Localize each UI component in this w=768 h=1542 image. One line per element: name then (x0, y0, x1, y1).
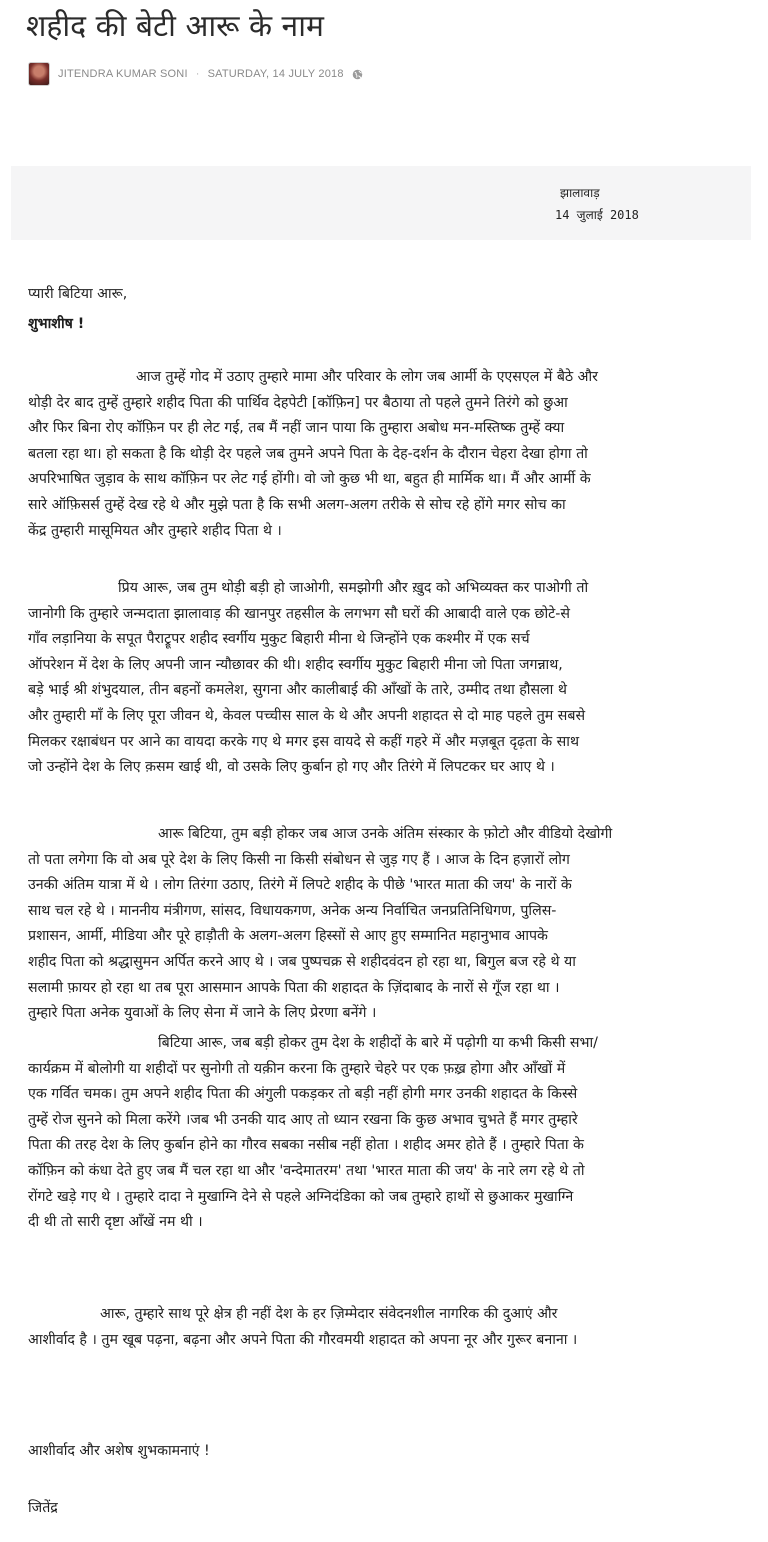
paragraph-line: आशीर्वाद है । तुम खूब पढ़ना, बढ़ना और अपने पिता की गौरवमयी शहादत को अपना नूर और गुरूर बनाना । (28, 1331, 578, 1348)
signature (28, 1496, 740, 1522)
paragraph-line: थोड़ी देर बाद तुम्हें तुम्हारे शहीद पिता की पार्थिव देहपेटी [कॉफ़िन] पर बैठाया तो पहले तुमने तिरंगे को छुआ (28, 394, 568, 411)
paragraph-line: जानोगी कि तुम्हारे जन्मदाता झालावाड़ की खानपुर तहसील के लगभग सौ घरों की आबादी वाले एक छोटे-से (28, 605, 571, 622)
paragraph-line: आरू, तुम्हारे साथ पूरे क्षेत्र ही नहीं देश के हर ज़िम्मेदार संवेदनशील नागरिक की दुआएं और (100, 1306, 558, 1322)
paragraph-line: प्रशासन, आर्मी, मीडिया और पूरे हाड़ौती के अलग-अलग हिस्सों से आए हुए सम्मानित महानुभाव आपके (28, 928, 548, 945)
paragraph-line: मिलकर रक्षाबंधन पर आने का वायदा करके गए थे मगर इस वायदे से कहीं गहरे में और मज़बूत दृढ़ता के साथ (28, 733, 580, 750)
author-avatar[interactable] (28, 62, 50, 86)
byline (28, 62, 363, 86)
letter-date: 14 जुलाई 2018 (555, 208, 639, 222)
paragraph-line: और फिर बिना रोए कॉफ़िन पर ही लेट गई, तब मैं नहीं जान पाया कि तुम्हारा अबोध मन-मस्तिष्क तुम्हें क्या (28, 420, 565, 437)
paragraph-1 (28, 365, 740, 544)
letter-header-box (11, 166, 751, 240)
paragraph-line: तुम्हारे पिता अनेक युवाओं के लिए सेना में जाने के लिए प्रेरणा बनेंगे । (28, 1005, 377, 1022)
paragraph-line: सारे ऑफ़िसर्स तुम्हें देख रहे थे और मुझे पता है कि सभी अलग-अलग तरीके से सोच रहे होंगे मगर सोच का (28, 496, 566, 513)
paragraph-line: तो पता लगेगा कि वो अब पूरे देश के लिए किसी ना किसी संबोधन से जुड़ गए हैं । आज के दिन हज़ारों लोग (28, 851, 570, 868)
author-name[interactable]: JITENDRA KUMAR SONI (58, 68, 188, 80)
paragraph-line: पिता की तरह देश के लिए कुर्बान होने का गौरव सबका नसीब नहीं होता । शहीद अमर होते हैं । तुम्हारे पिता के (28, 1137, 584, 1154)
blessing (28, 312, 740, 338)
salutation-line: प्यारी बिटिया आरू, (28, 286, 128, 302)
globe-icon (352, 69, 363, 80)
paragraph-line: गाँव लड़ानिया के सपूत पैराट्रूपर शहीद स्वर्गीय मुकुट बिहारी मीना थे जिन्होंने एक कश्मीर में एक सर्च (28, 631, 530, 648)
paragraph-line: आरू बिटिया, तुम बड़ी होकर जब आज उनके अंतिम संस्कार के फ़ोटो और वीडियो देखोगी (158, 826, 613, 842)
paragraph-line: प्रिय आरू, जब तुम थोड़ी बड़ी हो जाओगी, समझोगी और ख़ुद को अभिव्यक्त कर पाओगी तो (118, 580, 589, 596)
paragraph-line: रोंगटे खड़े गए थे । तुम्हारे दादा ने मुखाग्नि देने से पहले अग्निदंडिका को जब तुम्हारे हाथों से छुआकर मुखाग्नि (28, 1188, 574, 1205)
paragraph-line: शहीद पिता को श्रद्धासुमन अर्पित करने आए थे । जब पुष्पचक्र से शहीदवंदन हो रहा था, बिगुल बज रहे थे या (28, 953, 576, 970)
byline-separator: · (195, 68, 200, 80)
paragraph-line: दी थी तो सारी दृष्टा आँखें नम थी । (28, 1214, 203, 1231)
paragraph-line: केंद्र तुम्हारी मासूमियत और तुम्हारे शहीद पिता थे । (28, 522, 282, 539)
paragraph-2 (28, 576, 740, 781)
paragraph-line: और तुम्हारी माँ के लिए पूरा जीवन थे, केवल पच्चीस साल के थे और अपनी शहादत से दो माह पहले तुम सबसे (28, 707, 586, 724)
paragraph-line: आज तुम्हें गोद में उठाए तुम्हारे मामा और परिवार के लोग जब आर्मी के एएसएल में बैठे और (136, 369, 598, 385)
paragraph-line: कॉफ़िन को कंधा देते हुए जब मैं चल रहा था और 'वन्देमातरम' तथा 'भारत माता की जय' के नारे लग रहे थे तो (28, 1162, 585, 1179)
paragraph-line: बड़े भाई श्री शंभुदयाल, तीन बहनों कमलेश, सुगना और कालीबाई की आँखों के तारे, उम्मीद तथा हौसला थे (28, 682, 567, 699)
signature-line: जितेंद्र (28, 1500, 58, 1516)
paragraph-line: उनकी अंतिम यात्रा में थे । लोग तिरंगा उठाए, तिरंगे में लिपटे शहीद के पीछे 'भारत माता की जय' के नारों के (28, 877, 572, 894)
salutation (28, 282, 740, 308)
paragraph-5 (28, 1302, 740, 1353)
post-date: SATURDAY, 14 JULY 2018 (207, 68, 344, 80)
closing-line: आशीर्वाद और अशेष शुभकामनाएं ! (28, 1443, 210, 1459)
paragraph-line: बिटिया आरू, जब बड़ी होकर तुम देश के शहीदों के बारे में पढ़ोगी या कभी किसी सभा/ (158, 1035, 598, 1051)
post-title: शहीद की बेटी आरू के नाम (26, 9, 324, 44)
paragraph-line: तुम्हें रोज सुनने को मिला करेंगे ।जब भी उनकी याद आए तो ध्यान रखना कि कुछ अभाव चुभते हैं मगर तुम्हारे (28, 1111, 578, 1128)
paragraph-line: एक गर्वित चमक। तुम अपने शहीद पिता की अंगुली पकड़कर तो बड़ी नहीं होगी मगर उनकी शहादत के किस्से (28, 1086, 578, 1103)
paragraph-4 (28, 1031, 740, 1236)
paragraph-line: कार्यक्रम में बोलोगी या शहीदों पर सुनोगी तो यक़ीन करना कि तुम्हारे चेहरे पर एक फ़ख़्र होगा और आँखों में (28, 1060, 566, 1077)
paragraph-line: जो उन्होंने देश के लिए क़सम खाई थी, वो उसके लिए कुर्बान हो गए और तिरंगे में लिपटकर घर आए थे । (28, 759, 555, 776)
paragraph-line: बतला रहा था। हो सकता है कि थोड़ी देर पहले जब तुमने अपने पिता के देह-दर्शन के दौरान चेहरा देखा होगा तो (28, 445, 588, 462)
paragraph-line: अपरिभाषित जुड़ाव के साथ कॉफ़िन पर लेट गई होंगी। वो जो कुछ भी था, बहुत ही मार्मिक था। मैं और आर्मी के (28, 471, 591, 488)
paragraph-3 (28, 822, 740, 1027)
paragraph-line: ऑपरेशन में देश के लिए अपनी जान न्यौछावर की थी। शहीद स्वर्गीय मुकुट बिहारी मीना जो पिता जगन्नाथ, (28, 656, 563, 673)
letter-place: झालावाड़ (560, 186, 600, 200)
blessing-line: शुभाशीष ! (28, 316, 85, 332)
paragraph-line: सलामी फ़ायर हो रहा था तब पूरा आसमान आपके पिता की शहादत के ज़िंदाबाद के नारों से गूँज रहा था । (28, 979, 560, 996)
closing (28, 1439, 740, 1465)
paragraph-line: साथ चल रहे थे । माननीय मंत्रीगण, सांसद, विधायकगण, अनेक अन्य निर्वाचित जनप्रतिनिधिगण, पुलिस- (28, 902, 557, 919)
